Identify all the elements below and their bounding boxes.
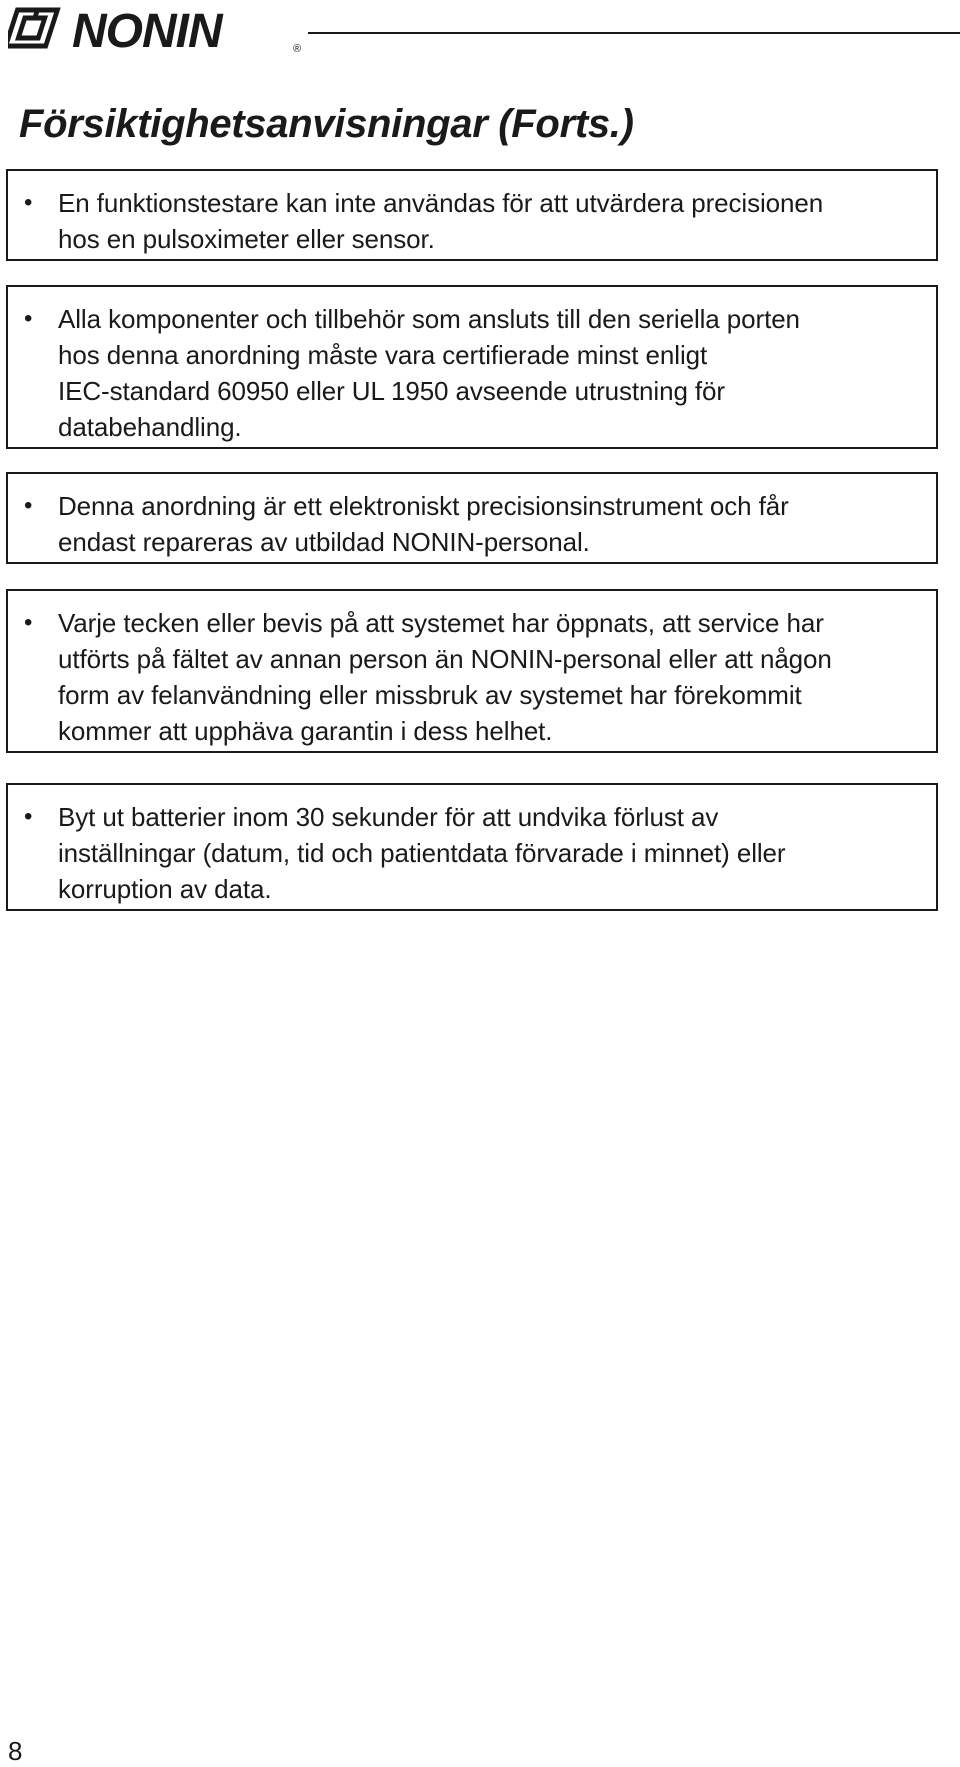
- page-number: 8: [8, 1736, 23, 1766]
- bullet: •: [24, 189, 33, 216]
- bullet: •: [24, 492, 33, 519]
- caution-text: Denna anordning är ett elektroniskt precisionsinstrument och får endast repareras av utbildad NONIN-personal.: [58, 491, 789, 557]
- caution-text: En funktionstestare kan inte användas för att utvärdera precisionen hos en pulsoximeter eller sensor.: [58, 188, 824, 254]
- page-title: Försiktighetsanvisningar (Forts.): [19, 102, 634, 146]
- logo-text: NONIN: [72, 5, 222, 54]
- nonin-logo: [8, 2, 308, 54]
- caution-box: [6, 783, 938, 911]
- bullet: •: [24, 803, 33, 830]
- caution-text: Alla komponenter och tillbehör som ansluts till den seriella porten hos denna anordning måste vara certifierade minst enligt IEC-standard 60950 eller UL 1950 avseende utrustning för databehandling.: [58, 304, 800, 442]
- page-header: [0, 0, 960, 60]
- caution-text: Varje tecken eller bevis på att systemet har öppnats, att service har utförts på fältet av annan person än NONIN-personal eller att någon form av felanvändning eller missbruk av systemet har förekommit kommer att upphäva garantin i dess helhet.: [58, 608, 832, 746]
- header-rule: [308, 32, 960, 34]
- caution-box: [6, 285, 938, 449]
- bullet: •: [24, 609, 33, 636]
- registered-mark: ®: [293, 43, 302, 54]
- caution-text: Byt ut batterier inom 30 sekunder för att undvika förlust av inställningar (datum, tid och patientdata förvarade i minnet) eller korruption av data.: [58, 802, 786, 904]
- caution-box: [6, 472, 938, 564]
- caution-box: [6, 589, 938, 753]
- caution-box: [6, 169, 938, 261]
- bullet: •: [24, 305, 33, 332]
